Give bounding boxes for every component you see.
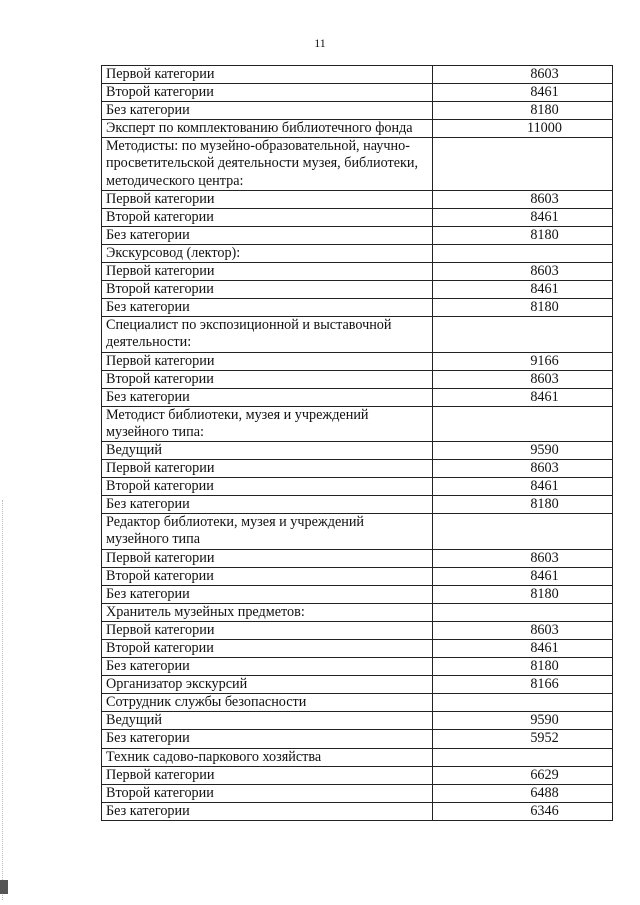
position-name-cell: Первой категории bbox=[102, 190, 433, 208]
salary-value: 8461 bbox=[530, 388, 559, 405]
salary-value: 8461 bbox=[530, 478, 559, 495]
table-row bbox=[102, 406, 613, 441]
position-name-cell: Без категории bbox=[102, 299, 433, 317]
salary-value: 9166 bbox=[530, 352, 559, 369]
table-row bbox=[102, 388, 613, 406]
table-row bbox=[102, 567, 613, 585]
salary-value-cell bbox=[433, 603, 613, 621]
salary-value-cell bbox=[433, 299, 613, 317]
salary-value: 8180 bbox=[530, 102, 559, 119]
salary-value: 8461 bbox=[530, 84, 559, 101]
table-row bbox=[102, 766, 613, 784]
salary-value: 8603 bbox=[530, 66, 559, 82]
salary-value: 8180 bbox=[530, 226, 559, 243]
salary-value: 6629 bbox=[530, 766, 559, 783]
position-name-cell: Первой категории bbox=[102, 460, 433, 478]
salary-value-cell bbox=[433, 640, 613, 658]
salary-value-cell bbox=[433, 784, 613, 802]
position-name-cell: Редактор библиотеки, музея и учреждений музейного типа bbox=[102, 514, 433, 549]
table-row bbox=[102, 66, 613, 84]
position-name-cell: Второй категории bbox=[102, 281, 433, 299]
table-row bbox=[102, 138, 613, 190]
salary-value-cell bbox=[433, 138, 613, 190]
table-row bbox=[102, 784, 613, 802]
salary-value-cell bbox=[433, 694, 613, 712]
table-row bbox=[102, 190, 613, 208]
salary-value: 11000 bbox=[527, 120, 562, 137]
salary-value-cell bbox=[433, 585, 613, 603]
table-row bbox=[102, 226, 613, 244]
position-name-cell: Методист библиотеки, музея и учреждений музейного типа: bbox=[102, 406, 433, 441]
page-number: 11 bbox=[314, 36, 326, 50]
salary-value-cell bbox=[433, 84, 613, 102]
salary-value-cell bbox=[433, 317, 613, 352]
salary-value-cell bbox=[433, 460, 613, 478]
table-row bbox=[102, 802, 613, 820]
salary-value-cell bbox=[433, 244, 613, 262]
table-row bbox=[102, 460, 613, 478]
position-name-cell: Эксперт по комплектованию библиотечного фонда bbox=[102, 120, 433, 138]
table-row bbox=[102, 676, 613, 694]
position-name-cell: Второй категории bbox=[102, 784, 433, 802]
position-name-cell: Экскурсовод (лектор): bbox=[102, 244, 433, 262]
salary-value: 8603 bbox=[530, 263, 559, 280]
table-row bbox=[102, 603, 613, 621]
scan-corner-mark bbox=[0, 880, 8, 894]
table-row bbox=[102, 730, 613, 748]
salary-value-cell bbox=[433, 441, 613, 459]
position-name-cell: Без категории bbox=[102, 388, 433, 406]
salary-table bbox=[101, 65, 613, 821]
salary-value-cell bbox=[433, 748, 613, 766]
salary-value: 8603 bbox=[530, 621, 559, 638]
salary-value-cell bbox=[433, 549, 613, 567]
salary-value: 6488 bbox=[530, 784, 559, 801]
table-row bbox=[102, 120, 613, 138]
salary-value-cell bbox=[433, 567, 613, 585]
table-row bbox=[102, 370, 613, 388]
table-row bbox=[102, 102, 613, 120]
position-name-cell: Второй категории bbox=[102, 84, 433, 102]
salary-value-cell bbox=[433, 263, 613, 281]
table-row bbox=[102, 208, 613, 226]
salary-value: 8180 bbox=[530, 299, 559, 316]
table-row bbox=[102, 478, 613, 496]
salary-value: 8461 bbox=[530, 567, 559, 584]
salary-value: 8603 bbox=[530, 190, 559, 207]
salary-value-cell bbox=[433, 514, 613, 549]
table-row bbox=[102, 352, 613, 370]
salary-value-cell bbox=[433, 712, 613, 730]
salary-value-cell bbox=[433, 802, 613, 820]
salary-value-cell bbox=[433, 370, 613, 388]
salary-value-cell bbox=[433, 66, 613, 84]
position-name-cell: Ведущий bbox=[102, 441, 433, 459]
salary-value-cell bbox=[433, 766, 613, 784]
salary-value: 8461 bbox=[530, 640, 559, 656]
salary-value-cell bbox=[433, 190, 613, 208]
table-row bbox=[102, 658, 613, 676]
table-row bbox=[102, 299, 613, 317]
table-row bbox=[102, 244, 613, 262]
salary-value: 8166 bbox=[530, 676, 559, 693]
position-name-cell: Первой категории bbox=[102, 66, 433, 84]
position-name-cell: Первой категории bbox=[102, 549, 433, 567]
table-row bbox=[102, 441, 613, 459]
position-name-cell: Второй категории bbox=[102, 208, 433, 226]
salary-value-cell bbox=[433, 208, 613, 226]
table-row bbox=[102, 712, 613, 730]
position-name-cell: Без категории bbox=[102, 496, 433, 514]
salary-value-cell bbox=[433, 676, 613, 694]
position-name-cell: Специалист по экспозиционной и выставочной деятельности: bbox=[102, 317, 433, 352]
salary-value: 8461 bbox=[530, 281, 559, 298]
table-row bbox=[102, 514, 613, 549]
position-name-cell: Первой категории bbox=[102, 766, 433, 784]
position-name-cell: Без категории bbox=[102, 658, 433, 676]
salary-value: 8461 bbox=[530, 208, 559, 225]
table-row bbox=[102, 621, 613, 639]
salary-value: 6346 bbox=[530, 802, 559, 819]
salary-value: 8603 bbox=[530, 460, 559, 477]
salary-value-cell bbox=[433, 388, 613, 406]
position-name-cell: Без категории bbox=[102, 585, 433, 603]
position-name-cell: Ведущий bbox=[102, 712, 433, 730]
position-name-cell: Первой категории bbox=[102, 352, 433, 370]
position-name-cell: Второй категории bbox=[102, 478, 433, 496]
salary-value: 8180 bbox=[530, 585, 559, 602]
position-name-cell: Организатор экскурсий bbox=[102, 676, 433, 694]
salary-value-cell bbox=[433, 120, 613, 138]
table-row bbox=[102, 317, 613, 352]
table-row bbox=[102, 694, 613, 712]
salary-value: 9590 bbox=[530, 441, 559, 458]
table-row bbox=[102, 263, 613, 281]
table-row bbox=[102, 585, 613, 603]
salary-value: 8603 bbox=[530, 370, 559, 387]
salary-value: 9590 bbox=[530, 712, 559, 729]
position-name-cell: Техник садово-паркового хозяйства bbox=[102, 748, 433, 766]
position-name-cell: Сотрудник службы безопасности bbox=[102, 694, 433, 712]
salary-value: 8603 bbox=[530, 549, 559, 566]
salary-value-cell bbox=[433, 621, 613, 639]
position-name-cell: Методисты: по музейно-образовательной, научно-просветительской деятельности музея, библиотеки, методического центра: bbox=[102, 138, 433, 190]
position-name-cell: Первой категории bbox=[102, 621, 433, 639]
salary-value-cell bbox=[433, 496, 613, 514]
salary-value-cell bbox=[433, 658, 613, 676]
salary-value-cell bbox=[433, 478, 613, 496]
position-name-cell: Хранитель музейных предметов: bbox=[102, 603, 433, 621]
table-row bbox=[102, 748, 613, 766]
position-name-cell: Без категории bbox=[102, 802, 433, 820]
table-row bbox=[102, 84, 613, 102]
position-name-cell: Без категории bbox=[102, 730, 433, 748]
salary-value: 8180 bbox=[530, 658, 559, 675]
position-name-cell: Без категории bbox=[102, 102, 433, 120]
table-row bbox=[102, 549, 613, 567]
position-name-cell: Второй категории bbox=[102, 567, 433, 585]
position-name-cell: Второй категории bbox=[102, 640, 433, 658]
position-name-cell: Без категории bbox=[102, 226, 433, 244]
salary-value: 5952 bbox=[530, 730, 559, 747]
salary-value-cell bbox=[433, 102, 613, 120]
table-row bbox=[102, 640, 613, 658]
salary-value-cell bbox=[433, 281, 613, 299]
salary-table-body bbox=[102, 66, 613, 821]
position-name-cell: Второй категории bbox=[102, 370, 433, 388]
position-name-cell: Первой категории bbox=[102, 263, 433, 281]
salary-value-cell bbox=[433, 406, 613, 441]
salary-value-cell bbox=[433, 226, 613, 244]
table-row bbox=[102, 496, 613, 514]
salary-value-cell bbox=[433, 352, 613, 370]
scan-edge-marks bbox=[2, 500, 5, 900]
table-row bbox=[102, 281, 613, 299]
salary-value: 8180 bbox=[530, 496, 559, 513]
salary-value-cell bbox=[433, 730, 613, 748]
